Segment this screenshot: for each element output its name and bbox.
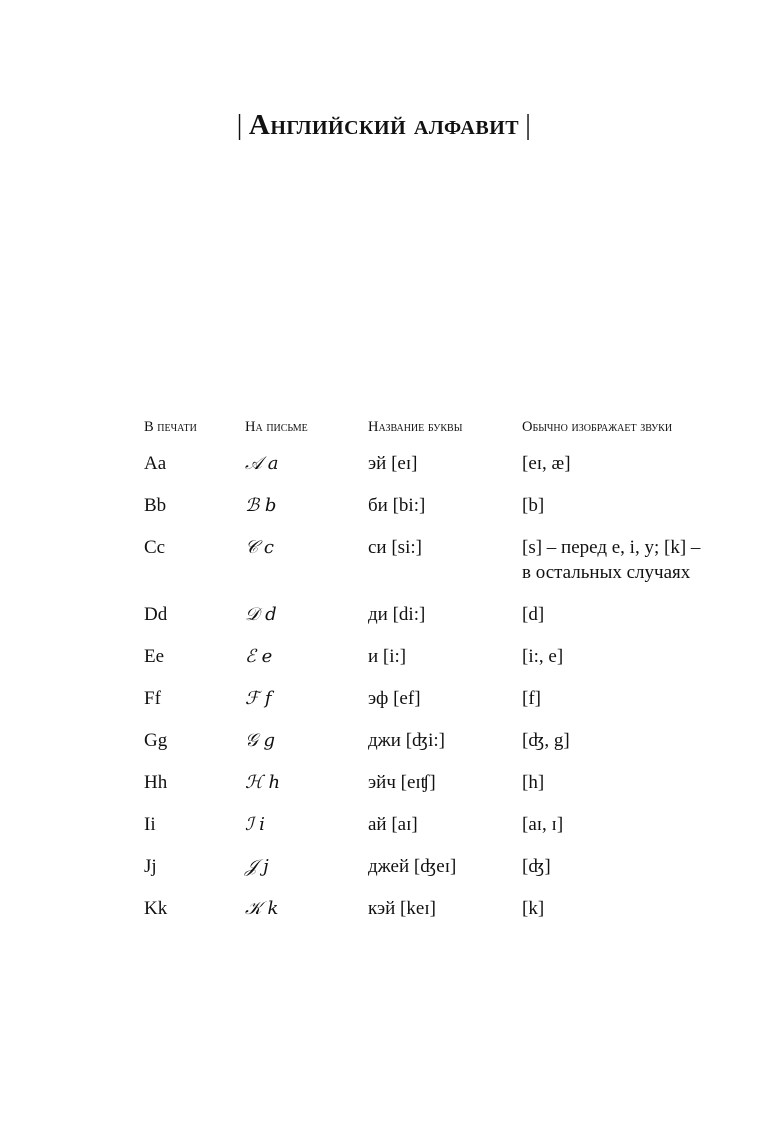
table-row [144, 892, 708, 934]
printed-letter: Gg [144, 730, 168, 751]
letter-sounds: [d] [522, 604, 545, 625]
printed-letter: Dd [144, 604, 168, 625]
letter-sounds: [eɪ, æ] [522, 453, 571, 474]
printed-letter: Kk [144, 898, 168, 919]
table-row [144, 640, 708, 682]
letter-name: и [i:] [368, 646, 407, 667]
printed-letter: Hh [144, 772, 168, 793]
letter-name: джей [ʤeɪ] [368, 856, 457, 877]
header-printed: В печати [144, 419, 197, 435]
printed-letter: Ii [144, 814, 156, 835]
letter-name: эйч [eɪʧ] [368, 772, 436, 793]
letter-name: эф [ef] [368, 688, 421, 709]
table-row [144, 531, 708, 598]
alphabet-table [144, 418, 708, 934]
written-letter: 𝒟 d [245, 604, 277, 625]
table-row [144, 682, 708, 724]
letter-sounds: [f] [522, 688, 541, 709]
printed-letter: Cc [144, 537, 166, 558]
letter-sounds: [ʤ] [522, 856, 551, 877]
header-sounds: Обычно изображает звуки [522, 419, 673, 435]
written-letter: ℋ h [245, 772, 281, 793]
printed-letter: Aa [144, 453, 167, 474]
written-letter: ℐ i [245, 814, 265, 835]
letter-name: джи [ʤi:] [368, 730, 445, 751]
written-letter: ℱ f [245, 688, 272, 709]
printed-letter: Ee [144, 646, 165, 667]
letter-name: кэй [keɪ] [368, 898, 436, 919]
letter-sounds: [b] [522, 495, 545, 516]
written-letter: 𝒢 g [245, 730, 276, 751]
page-title-text: Английский алфавит [248, 109, 520, 142]
table-body [144, 447, 708, 934]
title-divider-left: | [236, 109, 243, 142]
written-letter: 𝒦 k [245, 898, 279, 919]
printed-letter: Ff [144, 688, 161, 709]
table-header-row [144, 418, 708, 447]
written-letter: 𝒥 j [245, 856, 269, 877]
header-written: На письме [245, 419, 308, 435]
written-letter: ℰ e [245, 646, 273, 667]
table-row [144, 724, 708, 766]
table-row [144, 850, 708, 892]
table-row [144, 598, 708, 640]
letter-name: си [si:] [368, 537, 422, 558]
letter-sounds: [aɪ, ɪ] [522, 814, 564, 835]
printed-letter: Bb [144, 495, 167, 516]
table-row [144, 766, 708, 808]
letter-sounds: [ʤ, g] [522, 730, 570, 751]
letter-sounds: [s] – перед e, i, y; [k] – в остальных случаях [522, 537, 701, 583]
letter-sounds: [i:, e] [522, 646, 564, 667]
letter-name: би [bi:] [368, 495, 426, 516]
header-name: Название буквы [368, 419, 463, 435]
letter-sounds: [k] [522, 898, 545, 919]
printed-letter: Jj [144, 856, 157, 877]
letter-name: эй [eɪ] [368, 453, 418, 474]
table-row [144, 447, 708, 489]
title-divider-right: | [525, 109, 532, 142]
table-row [144, 808, 708, 850]
letter-name: ай [aɪ] [368, 814, 418, 835]
written-letter: 𝒜 a [245, 453, 279, 474]
page-title [0, 105, 768, 145]
written-letter: 𝒞 c [245, 537, 274, 558]
letter-name: ди [di:] [368, 604, 426, 625]
letter-sounds: [h] [522, 772, 545, 793]
table-row [144, 489, 708, 531]
written-letter: ℬ b [245, 495, 277, 516]
